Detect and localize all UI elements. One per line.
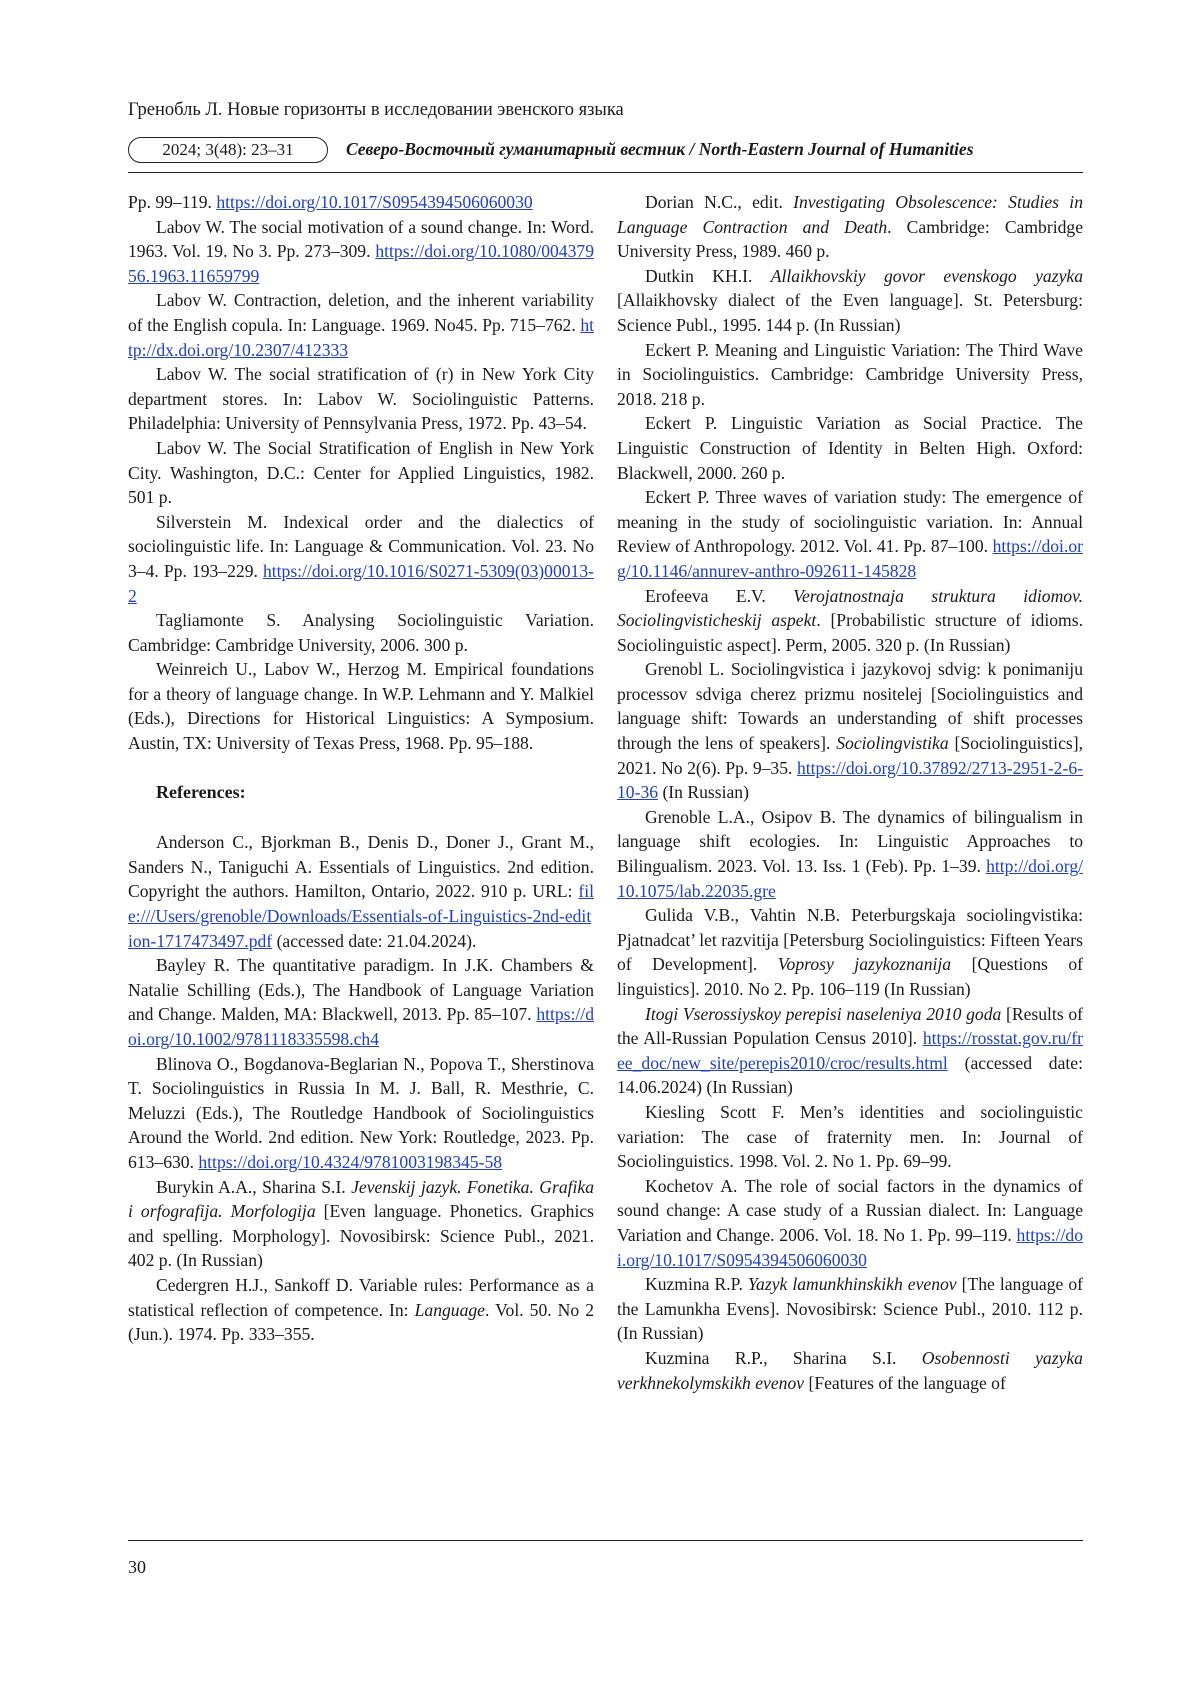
reference-item	[617, 1346, 1083, 1395]
reference-text: Weinreich U., Labov W., Herzog M. Empirical foundations for a theory of language change. In W.P. Lehmann and Y. Malkiel (Eds.), Directions for Historical Linguistics: A Symposium. Austin, TX: University of Texas Press, 1968. Pp. 95–188.	[128, 659, 594, 754]
url-link[interactable]: file:///Users/grenoble/Downloads/Essentials-of-Linguistics-2nd-edition-1717473497.pdf	[128, 881, 594, 951]
reference-title: Voprosy jazykoznanija	[777, 954, 952, 975]
doi-link[interactable]: https://doi.org/10.37892/2713-2951-2-6-10-36	[617, 757, 1083, 803]
reference-item	[128, 215, 594, 289]
reference-text: [Questions of linguistics]. 2010. No 2. Pp. 106–119 (In Russian)	[617, 954, 1084, 999]
reference-title: Itogi Vserossiyskoy perepisi naseleniya 2010 goda	[645, 1003, 1002, 1024]
reference-text: [Sociolinguistics], 2021. No 2(6). Pp. 9–35.	[617, 733, 1083, 778]
doi-link[interactable]: https://doi.org/10.1017/S0954394506060030	[617, 1224, 1083, 1270]
reference-text: (accessed date: 21.04.2024).	[272, 930, 477, 951]
reference-text: Labov W. The Social Stratification of English in New York City. Washington, D.C.: Center for Applied Linguistics, 1982. 501 p.	[128, 437, 594, 508]
reference-item	[128, 1175, 594, 1273]
reference-text: [The language of the Lamunkha Evens]. Novosibirsk: Science Publ., 2010. 112 p. (In Russian)	[617, 1274, 1084, 1344]
reference-text: . Vol. 50. No 2 (Jun.). 1974. Pp. 333–355.	[128, 1299, 594, 1345]
reference-text: Labov W. The social motivation of a sound change. In: Word. 1963. Vol. 19. No 3. Pp. 273–309.	[128, 216, 594, 262]
left-column	[128, 190, 594, 1347]
reference-item	[128, 510, 594, 608]
reference-title: Verojatnostnaja struktura idiomov. Sociolingvisticheskij aspekt	[617, 585, 1083, 631]
doi-link[interactable]: http://dx.doi.org/10.2307/412333	[128, 314, 594, 360]
reference-title: Yazyk lamunkhinskikh evenov	[747, 1274, 957, 1295]
reference-item	[617, 657, 1083, 805]
reference-item	[128, 1052, 594, 1175]
reference-text: Eckert P. Meaning and Linguistic Variation: The Third Wave in Sociolinguistics. Cambridge: Cambridge University Press, 2018. 218 p.	[617, 339, 1083, 409]
reference-item	[128, 1273, 594, 1347]
reference-item	[128, 436, 594, 510]
reference-text: Grenoble L.A., Osipov B. The dynamics of bilingualism in language shift ecologies. In: Linguistic Approaches to Bilingualism. 2023. Vol. 13. Iss. 1 (Feb). Pp. 1–39.	[617, 806, 1083, 877]
reference-text: (accessed date: 14.06.2024) (In Russian)	[617, 1052, 1083, 1098]
reference-text: Anderson C., Bjorkman B., Denis D., Doner J., Grant M., Sanders N., Taniguchi A. Essentials of Linguistics. 2nd edition. Copyright the authors. Hamilton, Ontario, 2022. 910 p. URL:	[128, 832, 594, 902]
reference-item	[128, 608, 594, 657]
reference-item	[128, 288, 594, 362]
doi-link[interactable]: https://doi.org/10.1016/S0271-5309(03)00013-2	[128, 560, 594, 606]
reference-text: [Results of the All-Russian Population Census 2010].	[617, 1003, 1083, 1049]
reference-title: Investigating Obsolescence: Studies in Language Contraction and Death	[617, 192, 1083, 237]
doi-link[interactable]: https://doi.org/10.1002/9781118335598.ch4	[128, 1004, 594, 1049]
reference-item	[617, 485, 1083, 583]
reference-text: Burykin A.A., Sharina S.I.	[156, 1176, 352, 1197]
reference-item	[128, 362, 594, 436]
reference-text: Bayley R. The quantitative paradigm. In J.K. Chambers & Natalie Schilling (Eds.), The Handbook of Language Variation and Change. Malden, MA: Blackwell, 2013. Pp. 85–107.	[128, 955, 594, 1025]
reference-title: Language	[414, 1299, 485, 1320]
reference-text: Grenobl L. Sociolingvistica i jazykovoj sdvig: k ponimaniju processov sdviga cherez prizmu nositelej [Sociolinguistics and language shift: Towards an understanding of shift processes through the lens of speakers].	[617, 659, 1083, 754]
reference-item	[617, 903, 1083, 1001]
right-column	[617, 190, 1083, 1395]
reference-text: Erofeeva E.V.	[645, 585, 794, 606]
doi-link[interactable]: https://doi.org/10.1017/S0954394506060030	[216, 192, 533, 212]
reference-text: Kuzmina R.P.	[645, 1274, 748, 1295]
reference-item	[617, 805, 1083, 903]
reference-item	[617, 1272, 1083, 1346]
reference-text: Kochetov A. The role of social factors in the dynamics of sound change: A case study of a Russian dialect. In: Language Variation and Change. 2006. Vol. 18. No 1. Pp. 99–119.	[617, 1175, 1083, 1245]
reference-text: [Allaikhovsky dialect of the Even language]. St. Petersburg: Science Publ., 1995. 144 p. (In Russian)	[617, 290, 1083, 335]
reference-text: Cedergren H.J., Sankoff D. Variable rules: Performance as a statistical reflection of competence. In:	[128, 1274, 594, 1320]
journal-title: Северо-Восточный гуманитарный вестник / North-Eastern Journal of Humanities	[346, 139, 974, 159]
reference-item	[617, 190, 1083, 264]
doi-link[interactable]: http://doi.org/10.1075/lab.22035.gre	[617, 856, 1083, 901]
reference-item	[128, 830, 594, 953]
reference-text: Gulida V.B., Vahtin N.B. Peterburgskaja sociolingvistika: Pjatnadcat’ let razvitija [Petersburg Sociolinguistics: Fifteen Years of Development].	[617, 905, 1083, 975]
reference-title: Sociolingvistika	[836, 733, 949, 754]
doi-link[interactable]: https://doi.org/10.4324/9781003198345-58	[198, 1151, 503, 1172]
reference-text: Labov W. The social stratification of (r) in New York City department stores. In: Labov W. Sociolinguistic Patterns. Philadelphia: University of Pennsylvania Press, 1972. Pp. 43–54.	[128, 364, 594, 434]
reference-text: Dorian N.C., edit.	[645, 192, 794, 212]
running-title: Гренобль Л. Новые горизонты в исследовании эвенского языка	[128, 100, 624, 120]
reference-text: Silverstein M. Indexical order and the dialectics of sociolinguistic life. In: Language & Communication. Vol. 23. No 3–4. Pp. 193–229.	[128, 511, 594, 581]
reference-item	[617, 584, 1083, 658]
reference-text: Eckert P. Linguistic Variation as Social Practice. The Linguistic Construction of Identity in Belten High. Oxford: Blackwell, 2000. 260 p.	[617, 413, 1083, 483]
reference-text: Pp. 99–119.	[128, 192, 217, 212]
reference-item	[128, 190, 594, 215]
reference-item	[617, 264, 1083, 338]
reference-item	[617, 411, 1083, 485]
doi-link[interactable]: https://doi.org/10.1080/00437956.1963.11659799	[128, 241, 594, 286]
reference-text: . [Probabilistic structure of idioms. Sociolinguistic aspect]. Perm, 2005. 320 p. (In Russian)	[617, 610, 1083, 655]
reference-item	[617, 1174, 1083, 1272]
reference-text: Labov W. Contraction, deletion, and the inherent variability of the English copula. In: Language. 1969. No45. Pp. 715–762.	[128, 290, 594, 335]
reference-text: Blinova O., Bogdanova-Beglarian N., Popova T., Sherstinova T. Sociolinguistics in Russia In M. J. Ball, R. Mesthrie, C. Meluzzi (Eds.), The Routledge Handbook of Sociolinguistics Around the World. 2nd edition. New York: Routledge, 2023. Pp. 613–630.	[128, 1053, 594, 1172]
reference-item	[128, 953, 594, 1051]
reference-text: [Features of the language of	[804, 1372, 1006, 1393]
reference-text: Kiesling Scott F. Men’s identities and sociolinguistic variation: The case of fraternity men. In: Journal of Sociolinguistics. 1998. Vol. 2. No 1. Pp. 69–99.	[617, 1101, 1083, 1172]
reference-title: Allaikhovskiy govor evenskogo yazyka	[770, 265, 1083, 286]
url-link[interactable]: https://rosstat.gov.ru/free_doc/new_site/perepis2010/croc/results.html	[617, 1028, 1083, 1073]
reference-text: (In Russian)	[658, 782, 749, 803]
footer-rule	[128, 1540, 1083, 1541]
journal-bar	[128, 137, 1080, 165]
reference-item	[617, 1002, 1083, 1100]
issue-badge: 2024; 3(48): 23–31	[128, 137, 328, 163]
doi-link[interactable]: https://doi.org/10.1146/annurev-anthro-092611-145828	[617, 536, 1083, 581]
header-rule	[128, 172, 1083, 173]
reference-text: Dutkin KH.I.	[645, 265, 771, 286]
references-heading: References:	[156, 781, 246, 802]
reference-item	[617, 338, 1083, 412]
reference-text: Eckert P. Three waves of variation study: The emergence of meaning in the study of sociolinguistic variation. In: Annual Review of Anthropology. 2012. Vol. 41. Pp. 87–100.	[617, 487, 1083, 557]
page-number: 30	[128, 1557, 146, 1577]
reference-title: Jevenskij jazyk. Fonetika. Grafika i orfografija. Morfologija	[128, 1176, 594, 1222]
reference-text: Tagliamonte S. Analysing Sociolinguistic Variation. Cambridge: Cambridge University, 2006. 300 p.	[128, 610, 594, 655]
reference-text: [Even language. Phonetics. Graphics and spelling. Morphology]. Novosibirsk: Science Publ., 2021. 402 p. (In Russian)	[128, 1201, 594, 1271]
reference-text: . Cambridge: Cambridge University Press, 1989. 460 p.	[617, 216, 1083, 262]
reference-item	[617, 1100, 1083, 1174]
reference-title: Osobennosti yazyka verkhnekolymskikh evenov	[617, 1347, 1083, 1393]
reference-item	[128, 657, 594, 755]
reference-text: Kuzmina R.P., Sharina S.I.	[645, 1347, 922, 1368]
